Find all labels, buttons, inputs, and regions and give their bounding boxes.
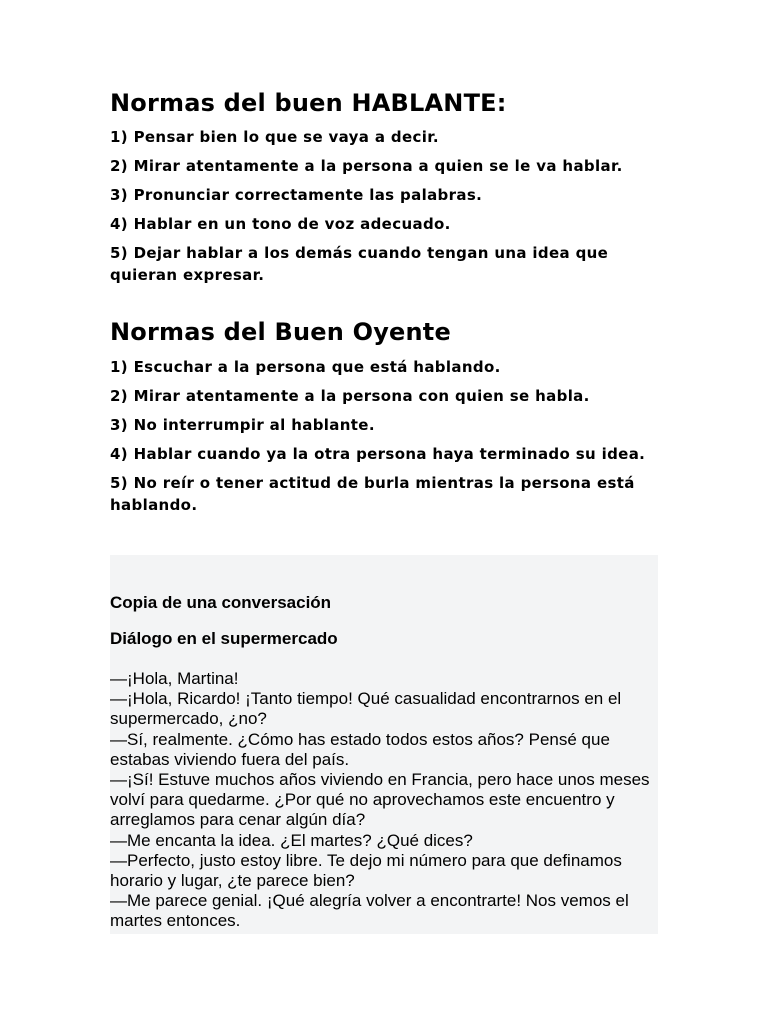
dialogue-line: —¡Hola, Martina!: [110, 669, 239, 688]
dialogue-line: —¡Sí! Estuve muchos años viviendo en Francia, pero hace unos meses volví para quedarme. ¿Por qué no aprovechamos este encuentro y arreglamos para cenar algún día?: [110, 770, 650, 830]
list-item: 2) Mirar atentamente a la persona con quien se habla.: [110, 387, 590, 405]
list-item: 3) Pronunciar correctamente las palabras.: [110, 186, 483, 204]
list-item: 5) No reír o tener actitud de burla mientras la persona está hablando.: [110, 474, 635, 514]
list-item: 5) Dejar hablar a los demás cuando tengan una idea que quieran expresar.: [110, 244, 609, 284]
list-item: 1) Escuchar a la persona que está hablando.: [110, 358, 501, 376]
dialogue: [110, 669, 662, 932]
dialogue-line: —Sí, realmente. ¿Cómo has estado todos estos años? Pensé que estabas viviendo fuera del país.: [110, 729, 610, 769]
list-item: 4) Hablar en un tono de voz adecuado.: [110, 215, 451, 233]
list-oyente: [110, 356, 650, 523]
dialogue-line: —Me parece genial. ¡Qué alegría volver a encontrarte! Nos vemos el martes entonces.: [110, 891, 629, 931]
dialogue-line: —Me encanta la idea. ¿El martes? ¿Qué dices?: [110, 830, 473, 850]
list-item: 2) Mirar atentamente a la persona a quien se le va hablar.: [110, 157, 623, 175]
list-item: 3) No interrumpir al hablante.: [110, 416, 375, 434]
conversation-box: [110, 555, 658, 934]
heading-oyente: Normas del Buen Oyente: [110, 318, 451, 346]
list-item: 1) Pensar bien lo que se vaya a decir.: [110, 128, 439, 146]
dialogue-line: —Perfecto, justo estoy libre. Te dejo mi número para que definamos horario y lugar, ¿te parece bien?: [110, 850, 622, 891]
dialogue-line: —¡Hola, Ricardo! ¡Tanto tiempo! Qué casualidad encontrarnos en el supermercado, ¿no?: [110, 689, 622, 729]
list-item: 4) Hablar cuando ya la otra persona haya terminado su idea.: [110, 445, 646, 463]
conversation-title: Copia de una conversación: [110, 593, 332, 612]
heading-hablante: Normas del buen HABLANTE:: [110, 89, 507, 117]
list-hablante: [110, 126, 650, 293]
conversation-subtitle: Diálogo en el supermercado: [110, 629, 338, 648]
